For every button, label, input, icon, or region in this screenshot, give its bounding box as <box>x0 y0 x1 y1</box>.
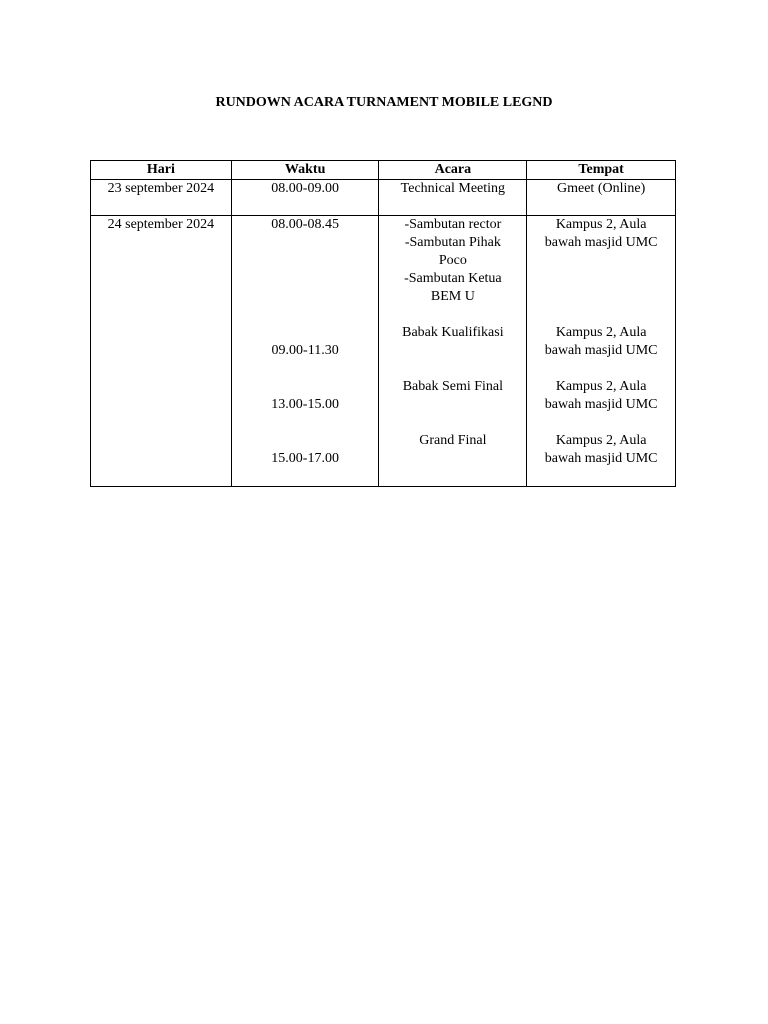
document-title: RUNDOWN ACARA TURNAMENT MOBILE LEGND <box>215 95 553 110</box>
cell-acara: Technical Meeting <box>379 180 527 216</box>
cell-tempat-column <box>527 216 676 487</box>
session-2-acara: Babak Kualifikasi <box>402 325 504 340</box>
cell-waktu: 08.00-09.00 <box>231 180 379 216</box>
day2-hari: 24 september 2024 <box>107 217 215 232</box>
table-row <box>91 180 676 216</box>
header-hari: Hari <box>91 161 232 180</box>
cell-waktu-column <box>231 216 379 487</box>
rundown-table <box>90 160 676 487</box>
header-tempat: Tempat <box>527 161 676 180</box>
session-1-acara: -Sambutan rector -Sambutan Pihak Poco -Sambutan Ketua BEM U <box>404 217 502 304</box>
cell-tempat: Gmeet (Online) <box>527 180 676 216</box>
cell-hari: 23 september 2024 <box>91 180 232 216</box>
session-3-waktu: 13.00-15.00 <box>271 397 339 412</box>
session-1-waktu: 08.00-08.45 <box>271 217 339 232</box>
session-3-acara: Babak Semi Final <box>402 379 504 394</box>
session-4-acara: Grand Final <box>419 433 487 448</box>
header-waktu: Waktu <box>231 161 379 180</box>
session-3-tempat: Kampus 2, Aula bawah masjid UMC <box>544 379 658 412</box>
table-header-row <box>91 161 676 180</box>
header-acara: Acara <box>379 161 527 180</box>
session-1-tempat: Kampus 2, Aula bawah masjid UMC <box>544 217 658 250</box>
cell-hari <box>91 216 232 487</box>
cell-acara-column <box>379 216 527 487</box>
session-2-waktu: 09.00-11.30 <box>271 343 339 358</box>
session-2-tempat: Kampus 2, Aula bawah masjid UMC <box>544 325 658 358</box>
table-row <box>91 216 676 487</box>
session-4-tempat: Kampus 2, Aula bawah masjid UMC <box>544 433 658 466</box>
session-4-waktu: 15.00-17.00 <box>271 451 339 466</box>
